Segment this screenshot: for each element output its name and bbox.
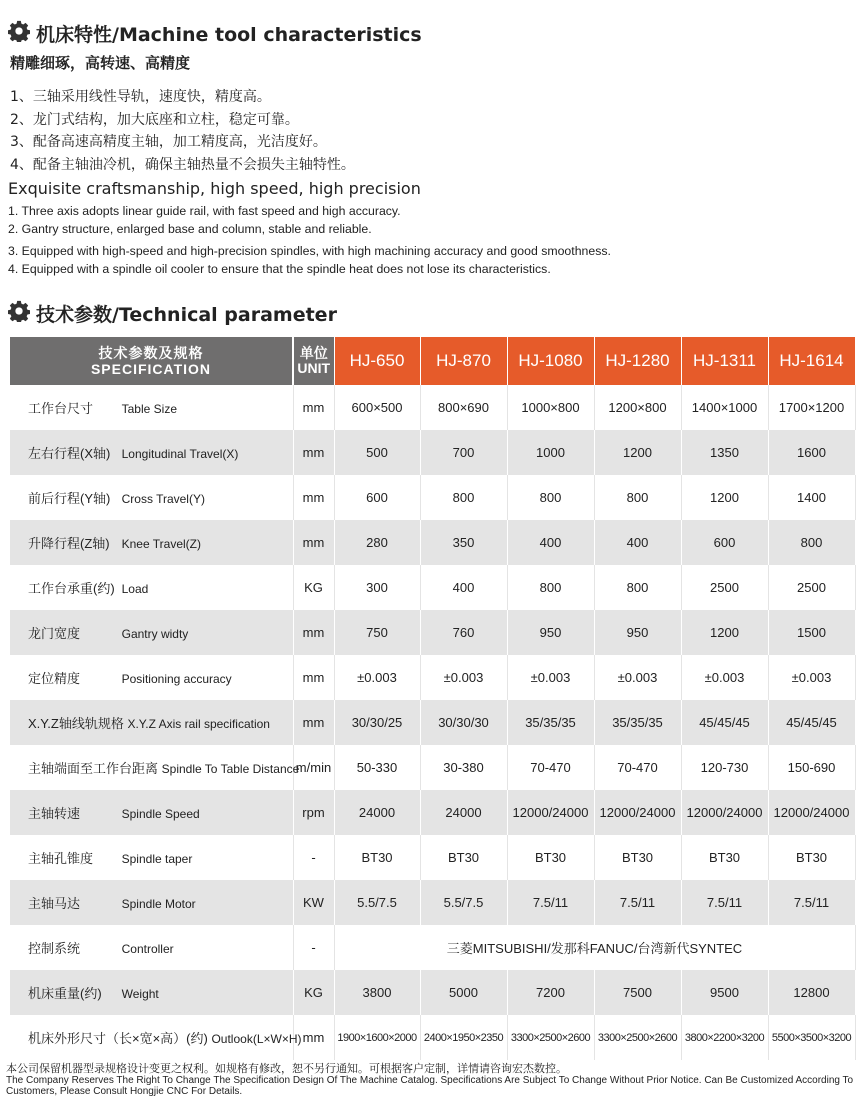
value-cell: 35/35/35 [507, 700, 594, 745]
spec-zh: 主轴端面至工作台距离 [28, 761, 159, 776]
en-heading: Exquisite craftsmanship, high speed, high precision [8, 179, 421, 198]
value-cell: BT30 [334, 835, 420, 880]
unit-cell: mm [293, 610, 334, 655]
value-cell: 400 [594, 520, 681, 565]
zh-feature-list [10, 86, 355, 176]
spec-cell [10, 925, 293, 970]
spec-cell [10, 385, 293, 430]
spec-en: Positioning accuracy [121, 672, 232, 686]
value-cell: 7.5/11 [681, 880, 768, 925]
value-cell: 1200 [681, 610, 768, 655]
value-cell: 1000 [507, 430, 594, 475]
unit-cell: rpm [293, 790, 334, 835]
value-cell: 30/30/30 [420, 700, 507, 745]
value-cell: BT30 [681, 835, 768, 880]
spec-cell [10, 835, 293, 880]
unit-header [293, 337, 334, 385]
unit-cell: - [293, 925, 334, 970]
value-cell: 3800 [334, 970, 420, 1015]
table-row [10, 430, 855, 475]
table-row [10, 925, 855, 970]
footer-zh: 本公司保留机器型录规格设计变更之权利。如规格有修改，恕不另行通知。可根据客户定制，详情请咨询宏杰数控。 [6, 1063, 567, 1075]
list-item: 2、龙门式结构，加大底座和立柱，稳定可靠。 [10, 111, 299, 128]
value-cell: BT30 [768, 835, 855, 880]
spec-en: Weight [121, 987, 159, 1001]
value-cell: 7.5/11 [507, 880, 594, 925]
unit-cell: mm [293, 520, 334, 565]
value-cell: ±0.003 [507, 655, 594, 700]
value-cell: 5000 [420, 970, 507, 1015]
unit-cell: m/min [293, 745, 334, 790]
unit-header-zh: 单位 [299, 345, 328, 361]
spec-header-zh: 技术参数及规格 [98, 345, 204, 361]
unit-header-en: UNIT [297, 360, 331, 376]
value-cell: 750 [334, 610, 420, 655]
value-cell: 3300×2500×2600 [507, 1015, 594, 1060]
spec-cell [10, 610, 293, 655]
value-cell: 120-730 [681, 745, 768, 790]
value-cell: 600×500 [334, 385, 420, 430]
value-cell: 800 [420, 475, 507, 520]
gear-icon [8, 20, 30, 47]
value-cell: 2500 [681, 565, 768, 610]
unit-cell: mm [293, 1015, 334, 1060]
unit-cell: mm [293, 655, 334, 700]
value-cell: ±0.003 [768, 655, 855, 700]
model-header: HJ-870 [420, 337, 507, 385]
model-header: HJ-1614 [768, 337, 855, 385]
table-row [10, 790, 855, 835]
value-cell: BT30 [594, 835, 681, 880]
table-row [10, 475, 855, 520]
value-cell: 800 [594, 565, 681, 610]
spec-cell [10, 790, 293, 835]
value-cell: 7200 [507, 970, 594, 1015]
value-cell: 500 [334, 430, 420, 475]
unit-cell: KG [293, 970, 334, 1015]
value-cell: 1700×1200 [768, 385, 855, 430]
spec-cell [10, 430, 293, 475]
value-cell: 280 [334, 520, 420, 565]
value-cell: 800 [507, 475, 594, 520]
table-row [10, 835, 855, 880]
value-cell: 1200×800 [594, 385, 681, 430]
spec-zh: 左右行程(X轴) [28, 446, 111, 461]
value-cell: 800 [768, 520, 855, 565]
spec-en: Knee Travel(Z) [121, 537, 201, 551]
value-cell: 760 [420, 610, 507, 655]
footer-note [6, 1064, 860, 1097]
spec-zh: 主轴马达 [28, 896, 81, 911]
list-item: 1、三轴采用线性导轨，速度快，精度高。 [10, 89, 271, 105]
list-item: 3、配备高速高精度主轴，加工精度高，光洁度好。 [10, 134, 327, 150]
spec-en: Outlook(L×W×H) [211, 1032, 302, 1046]
spec-cell [10, 880, 293, 925]
spec-cell [10, 520, 293, 565]
value-cell: 35/35/35 [594, 700, 681, 745]
spec-en: X.Y.Z Axis rail specification [127, 717, 270, 731]
spec-zh: 定位精度 [28, 671, 81, 686]
unit-cell: KG [293, 565, 334, 610]
value-cell: 1350 [681, 430, 768, 475]
spec-zh: 机床外形尺寸（长×宽×高）(约) [28, 1031, 208, 1046]
spec-en: Spindle Speed [121, 807, 200, 821]
table-row [10, 880, 855, 925]
value-cell: ±0.003 [594, 655, 681, 700]
spec-cell [10, 1015, 302, 1060]
section-parameter-title: 技术参数/Technical parameter [8, 300, 337, 327]
list-item: 4、配备主轴油冷机，确保主轴热量不会损失主轴特性。 [10, 156, 355, 173]
value-cell: BT30 [420, 835, 507, 880]
value-cell: 45/45/45 [681, 700, 768, 745]
value-cell: 1200 [681, 475, 768, 520]
gear-icon [8, 300, 30, 327]
spec-zh: 前后行程(Y轴) [28, 491, 111, 506]
model-header: HJ-1080 [507, 337, 594, 385]
value-cell: 1200 [594, 430, 681, 475]
value-cell: 70-470 [594, 745, 681, 790]
value-cell: 2500 [768, 565, 855, 610]
value-cell: 1000×800 [507, 385, 594, 430]
value-cell: 7.5/11 [768, 880, 855, 925]
spec-cell [10, 970, 293, 1015]
spec-cell [10, 475, 293, 520]
value-cell: 50-330 [334, 745, 420, 790]
unit-cell: mm [293, 385, 334, 430]
value-cell: 12000/24000 [507, 790, 594, 835]
unit-cell: - [293, 835, 334, 880]
value-cell: 3300×2500×2600 [594, 1015, 681, 1060]
spec-cell [10, 700, 293, 745]
value-cell: 30-380 [420, 745, 507, 790]
unit-cell: mm [293, 430, 334, 475]
value-cell: 1500 [768, 610, 855, 655]
table-row [10, 745, 855, 790]
value-cell: BT30 [507, 835, 594, 880]
value-cell: 1400×1000 [681, 385, 768, 430]
value-cell: 400 [507, 520, 594, 565]
spec-zh: 升降行程(Z轴) [28, 536, 110, 551]
list-item: 2. Gantry structure, enlarged base and column, stable and reliable. [8, 222, 372, 236]
value-cell: 三菱MITSUBISHI/发那科FANUC/台湾新代SYNTEC [334, 925, 855, 970]
spec-zh: 工作台承重(约) [28, 581, 115, 596]
value-cell: ±0.003 [681, 655, 768, 700]
value-cell: 1600 [768, 430, 855, 475]
spec-en: Spindle To Table Distance [161, 762, 300, 776]
spec-table [10, 337, 856, 1060]
spec-en: Table Size [121, 402, 177, 416]
value-cell: 7500 [594, 970, 681, 1015]
unit-cell: mm [293, 700, 334, 745]
value-cell: 800×690 [420, 385, 507, 430]
model-header: HJ-1280 [594, 337, 681, 385]
value-cell: 1400 [768, 475, 855, 520]
value-cell: 5500×3500×3200 [768, 1015, 855, 1060]
spec-en: Spindle Motor [121, 897, 196, 911]
spec-zh: 主轴转速 [28, 806, 81, 821]
spec-cell [10, 745, 300, 790]
section-characteristics-title: 机床特性/Machine tool characteristics [8, 20, 422, 47]
value-cell: 800 [594, 475, 681, 520]
value-cell: 5.5/7.5 [420, 880, 507, 925]
value-cell: 12000/24000 [768, 790, 855, 835]
value-cell: 9500 [681, 970, 768, 1015]
value-cell: 300 [334, 565, 420, 610]
value-cell: 24000 [334, 790, 420, 835]
spec-en: Load [121, 582, 149, 596]
value-cell: 150-690 [768, 745, 855, 790]
table-row [10, 520, 855, 565]
value-cell: 600 [681, 520, 768, 565]
value-cell: 3800×2200×3200 [681, 1015, 768, 1060]
characteristics-subtitle: 精雕细琢，高转速、高精度 [10, 54, 191, 72]
value-cell: 700 [420, 430, 507, 475]
value-cell: 800 [507, 565, 594, 610]
unit-cell: mm [293, 475, 334, 520]
spec-cell [10, 655, 293, 700]
value-cell: 2400×1950×2350 [420, 1015, 507, 1060]
list-item: 3. Equipped with high-speed and high-precision spindles, with high machining accuracy and good smoothness. [8, 244, 611, 258]
spec-zh: 龙门宽度 [28, 626, 81, 641]
spec-header [10, 337, 293, 385]
value-cell: 1900×1600×2000 [334, 1015, 420, 1060]
table-row [10, 970, 855, 1015]
value-cell: 30/30/25 [334, 700, 420, 745]
table-row [10, 700, 855, 745]
list-item: 1. Three axis adopts linear guide rail, with fast speed and high accuracy. [8, 204, 401, 218]
value-cell: 5.5/7.5 [334, 880, 420, 925]
value-cell: 12000/24000 [681, 790, 768, 835]
model-header: HJ-650 [334, 337, 420, 385]
spec-en: Spindle taper [121, 852, 193, 866]
value-cell: 24000 [420, 790, 507, 835]
value-cell: 12000/24000 [594, 790, 681, 835]
value-cell: 400 [420, 565, 507, 610]
model-header: HJ-1311 [681, 337, 768, 385]
spec-zh: 主轴孔锥度 [28, 851, 94, 866]
value-cell: 45/45/45 [768, 700, 855, 745]
value-cell: 70-470 [507, 745, 594, 790]
value-cell: ±0.003 [420, 655, 507, 700]
footer-en: The Company Reserves The Right To Change The Specification Design Of The Machine Catalog. Specifications Are Subject To Change Without Prior Notice. Can Be Customized According To Customers, Please Consult Hongjie CNC For Details. [6, 1075, 854, 1097]
table-row [10, 565, 855, 610]
spec-en: Longitudinal Travel(X) [121, 447, 239, 461]
spec-header-en: SPECIFICATION [90, 361, 212, 377]
value-cell: 350 [420, 520, 507, 565]
table-row [10, 655, 855, 700]
table-row [10, 610, 855, 655]
spec-en: Cross Travel(Y) [121, 492, 205, 506]
spec-cell [10, 565, 293, 610]
value-cell: ±0.003 [334, 655, 420, 700]
unit-cell: KW [293, 880, 334, 925]
value-cell: 950 [594, 610, 681, 655]
spec-zh: X.Y.Z轴线轨规格 [28, 716, 124, 731]
en-feature-list [8, 202, 611, 278]
spec-zh: 工作台尺寸 [28, 401, 94, 416]
spec-zh: 机床重量(约) [28, 986, 102, 1001]
list-item: 4. Equipped with a spindle oil cooler to ensure that the spindle heat does not lose its characteristics. [8, 262, 551, 276]
value-cell: 950 [507, 610, 594, 655]
spec-en: Controller [121, 942, 174, 956]
value-cell: 7.5/11 [594, 880, 681, 925]
table-row [10, 1015, 855, 1060]
value-cell: 600 [334, 475, 420, 520]
table-row [10, 385, 855, 430]
spec-en: Gantry widty [121, 627, 189, 641]
spec-zh: 控制系统 [28, 941, 81, 956]
value-cell: 12800 [768, 970, 855, 1015]
